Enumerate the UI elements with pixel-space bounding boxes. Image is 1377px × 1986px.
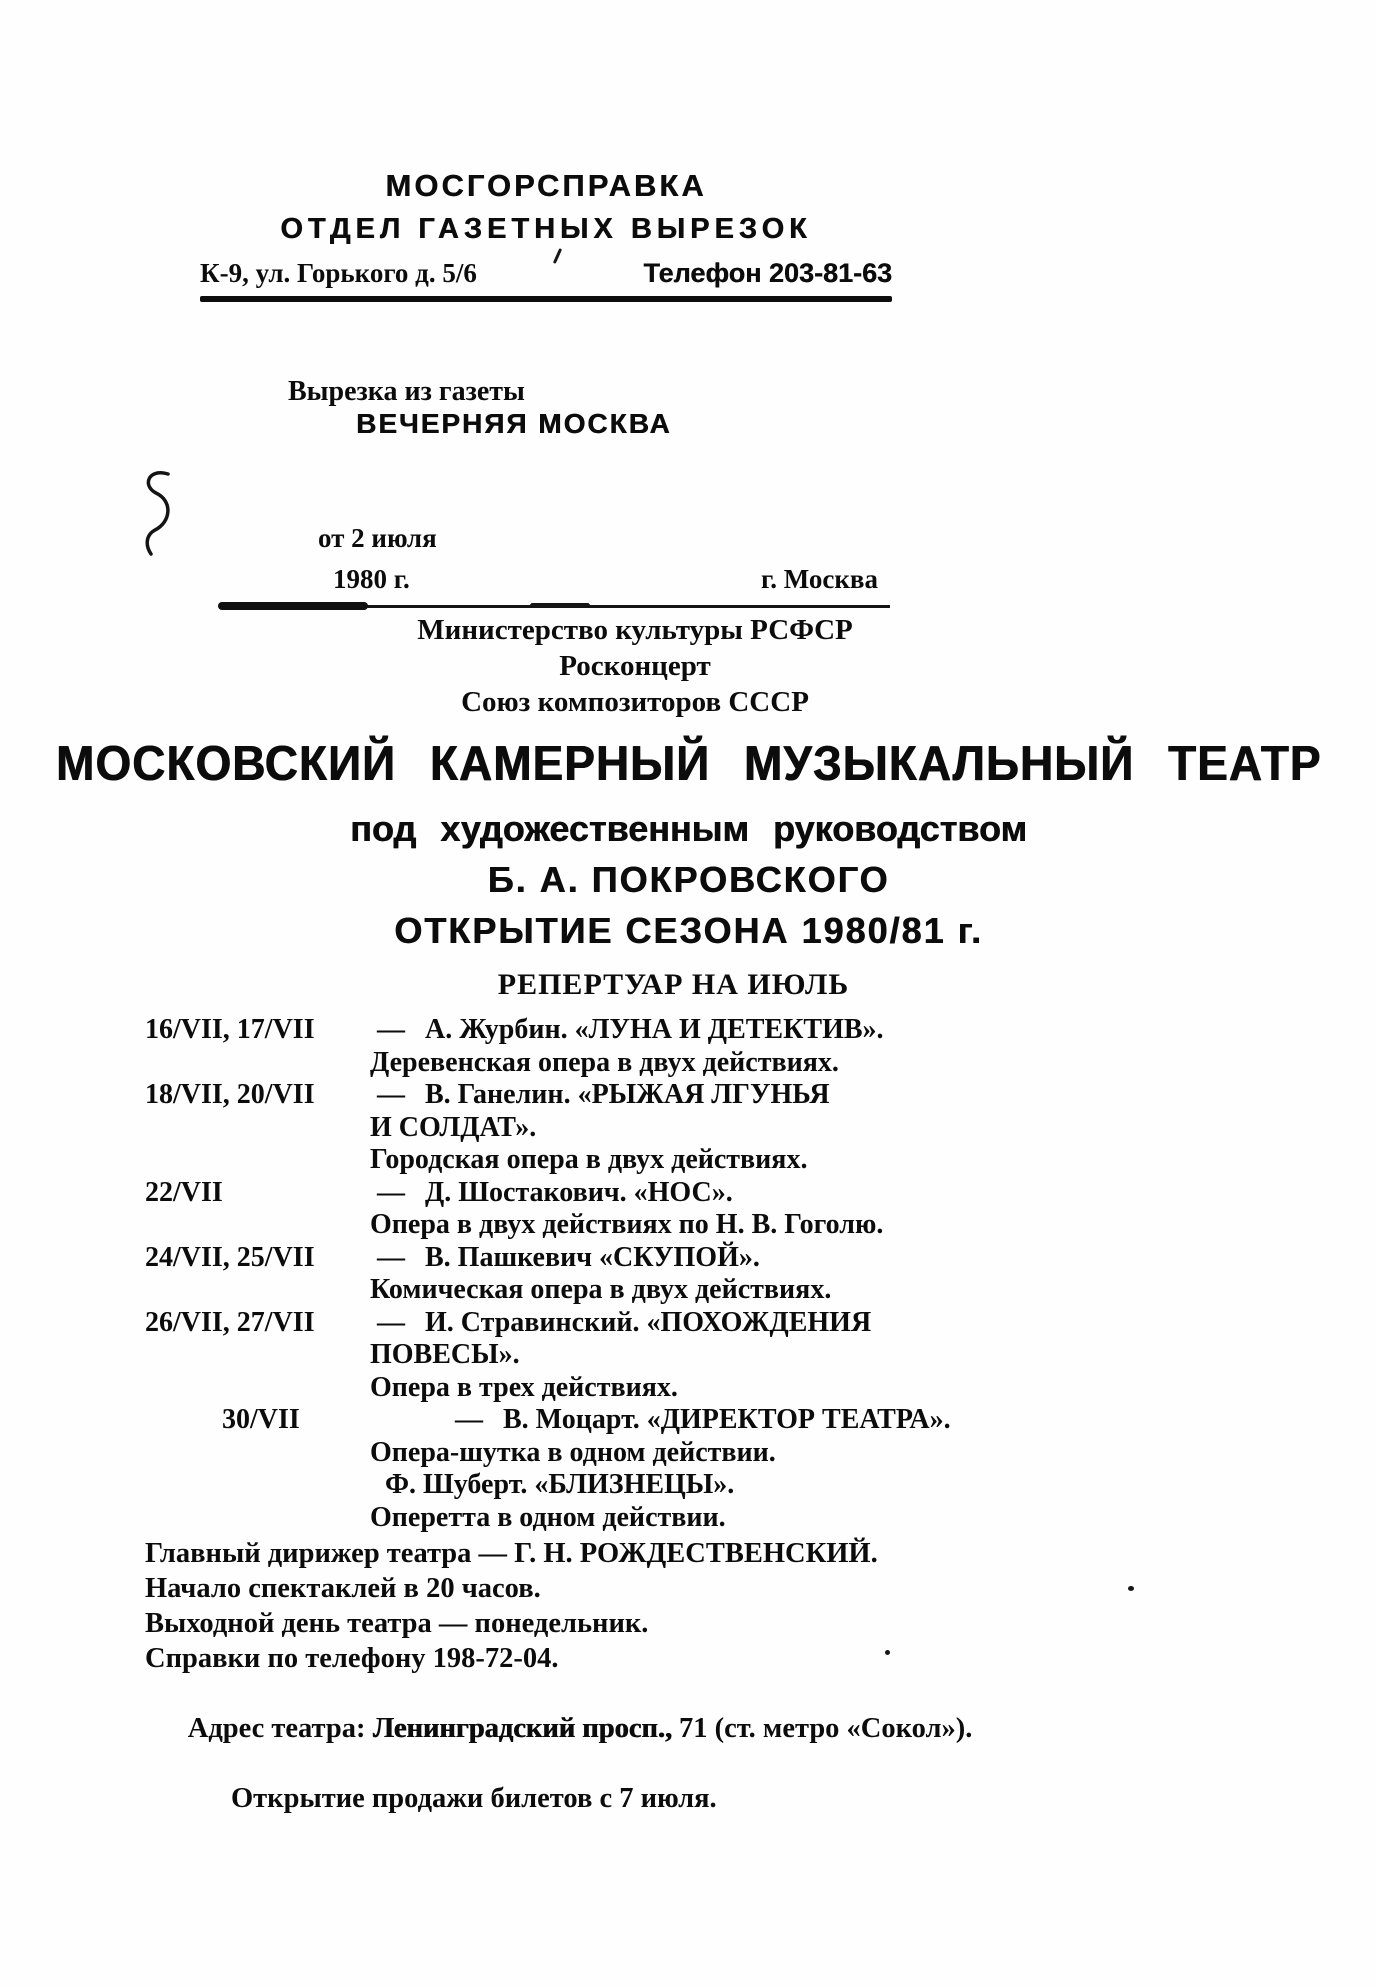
performance-description: Городская опера в двух действиях. bbox=[370, 1144, 808, 1175]
repertoire-entry-line bbox=[145, 1242, 1240, 1275]
dash-separator: — bbox=[377, 1014, 405, 1045]
letterhead-address-row bbox=[200, 258, 892, 289]
theatre-info-block bbox=[145, 1536, 1255, 1816]
repertoire-entry bbox=[145, 1404, 1240, 1534]
repertoire-list bbox=[145, 1014, 1240, 1534]
repertoire-heading: РЕПЕРТУАР НА ИЮЛЬ bbox=[497, 968, 850, 1001]
performance-description: Опера в трех действиях. bbox=[370, 1371, 678, 1403]
clipping-date: от 2 июля bbox=[318, 523, 437, 553]
performance-title: Д. Шостакович. «НОС». bbox=[425, 1176, 733, 1208]
info-phone-line: Справки по телефону 198-72-04. bbox=[145, 1643, 559, 1674]
repertoire-entry-line bbox=[145, 1079, 1240, 1112]
performance-dates: 18/VII, 20/VII bbox=[145, 1079, 315, 1110]
repertoire-entry-line bbox=[145, 1177, 1240, 1210]
letterhead bbox=[200, 168, 892, 302]
performance-dates: 26/VII, 27/VII bbox=[145, 1306, 315, 1338]
newspaper-name: ВЕЧЕРНЯЯ МОСКВА bbox=[356, 408, 672, 439]
handwritten-mark bbox=[136, 468, 178, 565]
clipping-date-block bbox=[230, 523, 890, 608]
dash-separator: — bbox=[455, 1404, 483, 1435]
performance-title: В. Моцарт. «ДИРЕКТОР ТЕАТРА». bbox=[503, 1404, 951, 1435]
performance-dates: 24/VII, 25/VII bbox=[145, 1241, 315, 1273]
day-off-line: Выходной день театра — понедельник. bbox=[145, 1608, 649, 1639]
repertoire-entry bbox=[145, 1177, 1240, 1242]
theatre-title: МОСКОВСКИЙ КАМЕРНЫЙ МУЗЫКАЛЬНЫЙ ТЕАТР bbox=[55, 735, 1322, 791]
ink-mark bbox=[885, 1650, 890, 1655]
rosconcert-line: Росконцерт bbox=[559, 650, 711, 682]
org-address: К-9, ул. Горького д. 5/6 bbox=[200, 258, 477, 288]
ink-mark bbox=[1128, 1586, 1134, 1591]
theatre-address-line bbox=[145, 1676, 1255, 1781]
performance-title-continuation: ПОВЕСЫ». bbox=[370, 1339, 520, 1370]
season-opening-line: ОТКРЫТИЕ СЕЗОНА 1980/81 г. bbox=[394, 910, 983, 951]
address-label: Адрес театра: bbox=[187, 1713, 373, 1744]
clipping-source-row bbox=[260, 344, 1377, 473]
dash-separator: — bbox=[377, 1176, 405, 1208]
repertoire-entry bbox=[145, 1307, 1240, 1405]
repertoire-entry bbox=[145, 1014, 1240, 1079]
org-name: МОСГОРСПРАВКА bbox=[385, 168, 707, 203]
performance-title: В. Ганелин. «РЫЖАЯ ЛГУНЬЯ bbox=[425, 1079, 830, 1110]
date-underline-rule bbox=[230, 605, 890, 608]
performance-title: В. Пашкевич «СКУПОЙ». bbox=[425, 1241, 760, 1273]
performance-dates: 22/VII bbox=[145, 1176, 223, 1208]
performance-description: Комическая опера в двух действиях. bbox=[370, 1274, 832, 1305]
dash-separator: — bbox=[377, 1241, 405, 1273]
letterhead-rule bbox=[200, 296, 892, 302]
start-time-line: Начало спектаклей в 20 часов. bbox=[145, 1573, 541, 1604]
clipping-year-row bbox=[230, 564, 890, 595]
ministry-line: Министерство культуры РСФСР bbox=[417, 614, 853, 646]
second-performance-description: Оперетта в одном действии. bbox=[370, 1501, 726, 1533]
direction-line: под художественным руководством bbox=[350, 808, 1027, 849]
organizations-block bbox=[0, 612, 1270, 720]
squiggle-icon bbox=[136, 468, 178, 560]
performance-dates: 16/VII, 17/VII bbox=[145, 1014, 315, 1045]
composers-union-line: Союз композиторов СССР bbox=[461, 686, 809, 718]
clipping-city: г. Москва bbox=[761, 564, 878, 594]
repertoire-entry-line bbox=[145, 1014, 1240, 1047]
org-phone: Телефон 203-81-63 bbox=[643, 258, 892, 288]
repertoire-entry-line bbox=[145, 1404, 1240, 1437]
chief-conductor-line: Главный дирижер театра — Г. Н. РОЖДЕСТВЕНСКИЙ. bbox=[145, 1538, 878, 1569]
performance-dates: 30/VII bbox=[222, 1404, 300, 1435]
department-name: ОТДЕЛ ГАЗЕТНЫХ ВЫРЕЗОК bbox=[280, 213, 812, 245]
performance-title-continuation: И СОЛДАТ». bbox=[370, 1111, 537, 1143]
clipping-source-label: Вырезка из газеты bbox=[288, 376, 525, 407]
second-performance-title: Ф. Шуберт. «БЛИЗНЕЦЫ». bbox=[385, 1469, 735, 1500]
address-rest: 71 (ст. метро «Сокол»). bbox=[671, 1713, 973, 1744]
performance-description: Опера в двух действиях по Н. В. Гоголю. bbox=[370, 1209, 884, 1240]
performance-title: И. Стравинский. «ПОХОЖДЕНИЯ bbox=[425, 1306, 872, 1338]
performance-description: Опера-шутка в одном действии. bbox=[370, 1436, 776, 1468]
repertoire-entry bbox=[145, 1079, 1240, 1177]
dash-separator: — bbox=[377, 1079, 405, 1110]
repertoire-entry bbox=[145, 1242, 1240, 1307]
performance-description: Деревенская опера в двух действиях. bbox=[370, 1046, 839, 1078]
performance-title: А. Журбин. «ЛУНА И ДЕТЕКТИВ». bbox=[425, 1014, 884, 1045]
clipping-year: 1980 г. bbox=[333, 564, 410, 594]
repertoire-entry-line bbox=[145, 1307, 1240, 1340]
director-name: Б. А. ПОКРОВСКОГО bbox=[487, 859, 890, 900]
ticket-sales-line: Открытие продажи билетов с 7 июля. bbox=[231, 1783, 717, 1814]
address-street: Ленинградский просп., bbox=[372, 1713, 672, 1744]
dash-separator: — bbox=[377, 1306, 405, 1338]
